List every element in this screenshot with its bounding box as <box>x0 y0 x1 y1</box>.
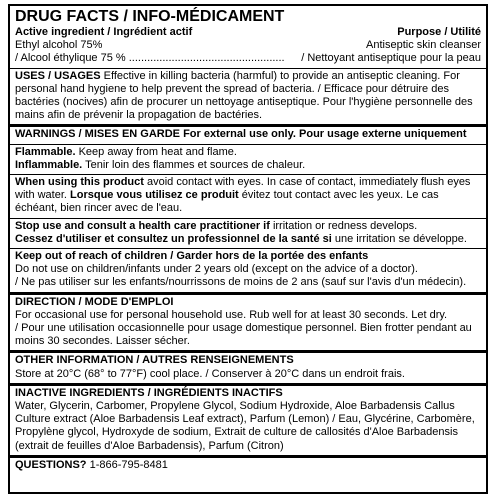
active-row-fr <box>15 52 481 65</box>
reach-children-en: Do not use on children/infants under 2 years old (except on the advice of a doctor). <box>15 263 418 276</box>
purpose-en: Antiseptic skin cleanser <box>366 39 481 52</box>
flammable-block <box>10 144 486 172</box>
other-info-heading: OTHER INFORMATION / AUTRES RENSEIGNEMENTS <box>15 354 294 367</box>
directions-text-fr: / Pour une utilisation occasionnelle pour usage domestique personnel. Bien frotter pendant au moins 30 secondes. Laisser sécher. <box>15 322 472 348</box>
uses-section <box>10 69 486 128</box>
inactive-section <box>10 386 486 458</box>
when-using-fr-text: évitez tout contact avec les yeux. Le cas échéant, bien rincer avec de l'eau. <box>15 189 439 215</box>
questions-section <box>10 458 486 474</box>
inflammable-bold: Inflammable. <box>15 158 83 171</box>
stop-use-bold: Stop use and consult a health care practitioner if <box>15 219 270 232</box>
when-using-fr-bold: Lorsque vous utilisez ce produit <box>70 189 239 202</box>
reach-children-bold: Keep out of reach of children / Garder hors de la portée des enfants <box>15 250 369 263</box>
drug-facts-label <box>8 4 488 494</box>
stop-use-block <box>10 218 486 246</box>
inactive-heading: INACTIVE INGREDIENTS / INGRÉDIENTS INACTIFS <box>15 386 283 399</box>
purpose-label: Purpose / Utilité <box>397 26 481 38</box>
uses-text <box>15 70 481 123</box>
when-using-bold: When using this product <box>15 176 144 189</box>
when-using-text: avoid contact with eyes. In case of contact, immediately flush eyes with water. <box>15 176 471 202</box>
directions-text-en: For occasional use for personal household use. Rub well for at least 30 seconds. Let dry. <box>15 308 448 321</box>
directions-heading: DIRECTION / MODE D'EMPLOI <box>15 295 174 308</box>
when-using-block <box>10 174 486 216</box>
inflammable-text: Tenir loin des flammes et sources de chaleur. <box>82 158 306 171</box>
questions-label: QUESTIONS? <box>15 458 87 471</box>
purpose-fr: / Nettoyant antiseptique pour la peau <box>301 52 481 65</box>
flammable-text: Keep away from heat and flame. <box>75 145 237 158</box>
stop-use-fr-bold: Cessez d'utiliser et consultez un professionnel de la santé si <box>15 232 332 245</box>
active-row-en <box>15 39 481 52</box>
questions-phone: 1-866-795-8481 <box>86 458 168 471</box>
warnings-header <box>15 128 481 141</box>
warnings-heading: WARNINGS / MISES EN GARDE <box>15 128 181 141</box>
stop-use-fr-text: une irritation se développe. <box>331 232 467 245</box>
uses-heading: USES / USAGES <box>15 69 101 82</box>
stop-use-text: irritation or redness develops. <box>269 219 418 232</box>
uses-text-fr: / Efficace pour détruire des bactéries (nocives) afin de procurer un nettoyage antiseptique. Pour l'hygiène personnelle des mains afin de prévenir la propagation de bactéries. <box>15 82 473 122</box>
header-section <box>10 6 486 69</box>
inactive-text: Water, Glycerin, Carbomer, Propylene Glycol, Sodium Hydroxide, Aloe Barbadensis Callus Culture extract (Aloe Barbadensis Leaf extract), Parfum (Lemon) / Eau, Glycérine, Carbomère, Propylène glycol, Hydroxyde de sodium, Extrait de culture de callosités d'Aloe Barbadensis (extrait de feuilles d'Aloe Barbadensis), Parfum (Citron) <box>15 400 475 452</box>
active-ingredient-label: Active ingredient / Ingrédient actif <box>15 26 193 38</box>
flammable-bold: Flammable. <box>15 145 76 158</box>
active-ingredient-fr: / Alcool éthylique 75 % ................................................... <box>15 52 285 65</box>
drug-facts-title: DRUG FACTS / INFO-MÉDICAMENT <box>15 8 285 25</box>
other-info-section <box>10 353 486 385</box>
uses-text-en: Effective in killing bacteria (harmful) to provide an antiseptic cleaning. For personal hand hygiene to help prevent the spread of bacteria. <box>15 69 460 95</box>
reach-children-fr: / Ne pas utiliser sur les enfants/nourrissons de moins de 2 ans (sauf sur l'avis d'un médecin). <box>15 276 467 289</box>
warnings-section <box>10 127 486 294</box>
active-purpose-header <box>15 26 481 39</box>
other-info-text: Store at 20°C (68° to 77°F) cool place. / Conserver à 20°C dans un endroit frais. <box>15 367 405 380</box>
reach-children-block <box>10 248 486 290</box>
directions-section <box>10 295 486 354</box>
active-ingredient-en: Ethyl alcohol 75% <box>15 39 103 52</box>
external-use-note: For external use only. Pour usage externe uniquement <box>180 128 467 141</box>
